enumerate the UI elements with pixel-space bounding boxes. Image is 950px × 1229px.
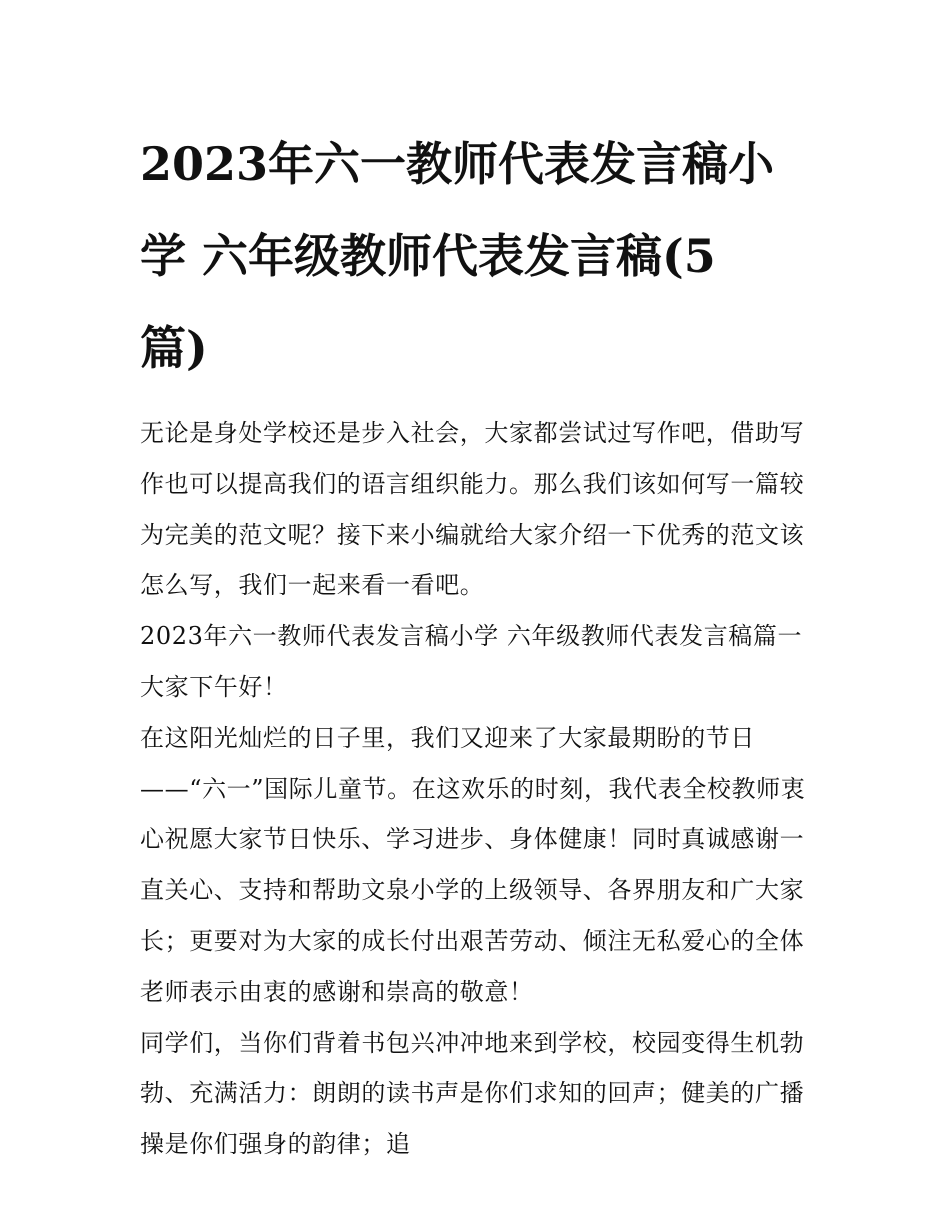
document-page	[140, 118, 820, 1170]
body-line: 勃、充满活力：朗朗的读书声是你们求知的回声；健美的广播	[140, 1079, 805, 1108]
body-line: 操是你们强身的韵律；追	[140, 1130, 411, 1159]
body-line: 同学们，当你们背着书包兴冲冲地来到学校，校园变得生机勃	[140, 1028, 805, 1057]
body-line: 直关心、支持和帮助文泉小学的上级领导、各界朋友和广大家	[140, 876, 805, 905]
body-line: 老师表示由衷的感谢和崇高的敬意！	[140, 977, 534, 1006]
title-line-1: 2023年六一教师代表发言稿小	[140, 137, 775, 191]
body-line: ——“六一”国际儿童节。在这欢乐的时刻，我代表全校教师衷	[140, 774, 806, 803]
body-line: 长；更要对为大家的成长付出艰苦劳动、倾注无私爱心的全体	[140, 926, 805, 955]
document-body	[140, 408, 820, 1170]
body-line: 怎么写，我们一起来看一看吧。	[140, 571, 485, 600]
greeting-line: 大家下午好！	[140, 672, 288, 701]
title-line-2: 学 六年级教师代表发言稿(5	[140, 229, 716, 283]
document-title	[140, 118, 820, 394]
body-line: 为完美的范文呢？接下来小编就给大家介绍一下优秀的范文该	[140, 520, 805, 549]
title-line-3: 篇)	[140, 321, 208, 375]
section-heading-line: 2023年六一教师代表发言稿小学 六年级教师代表发言稿篇一	[140, 622, 803, 651]
body-line: 心祝愿大家节日快乐、学习进步、身体健康！同时真诚感谢一	[140, 825, 805, 854]
body-line: 作也可以提高我们的语言组织能力。那么我们该如何写一篇较	[140, 469, 805, 498]
body-line: 无论是身处学校还是步入社会，大家都尝试过写作吧，借助写	[140, 419, 805, 447]
body-line: 在这阳光灿烂的日子里，我们又迎来了大家最期盼的节日	[140, 723, 755, 752]
